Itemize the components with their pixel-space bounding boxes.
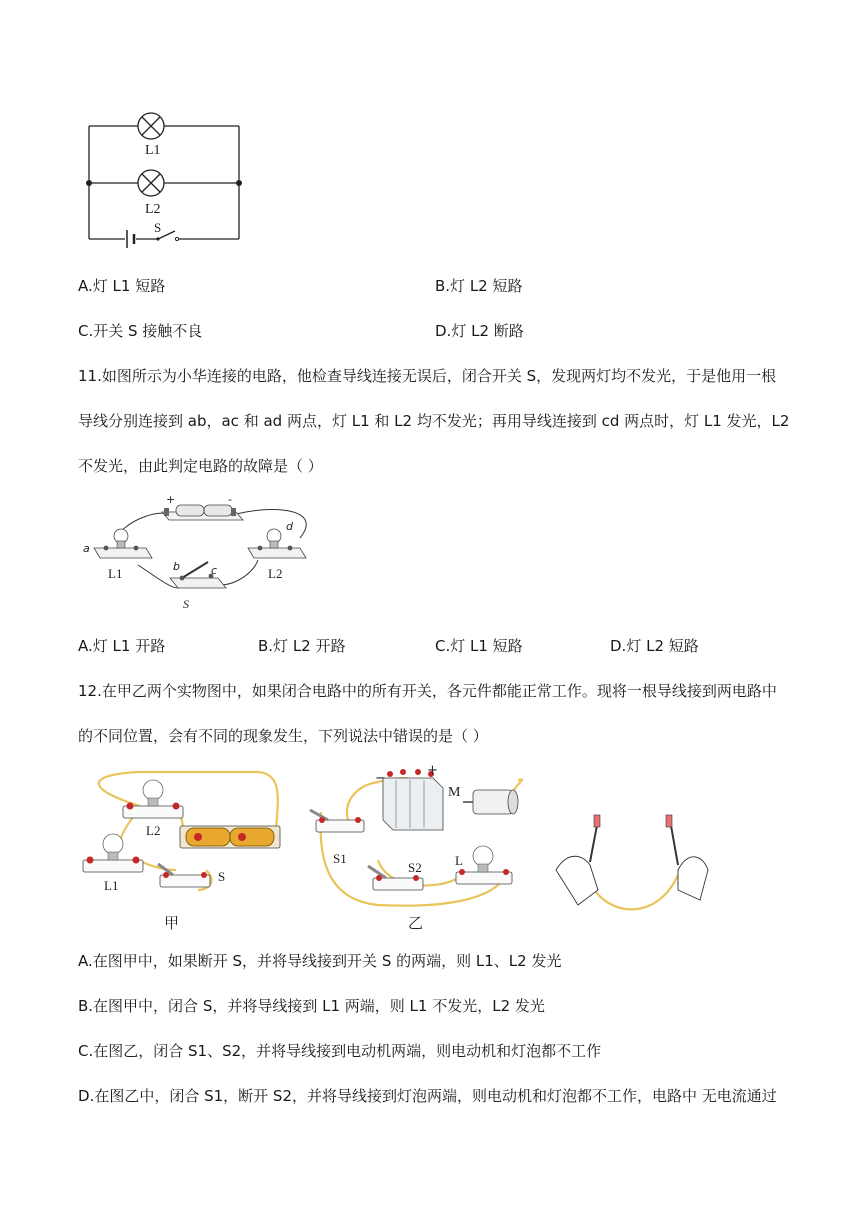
q10-option-d: D.灯 L2 断路: [435, 322, 524, 340]
yi-motor-icon: [463, 790, 518, 814]
battery-minus-label: -: [228, 493, 232, 506]
lamp-l1-label: L1: [108, 566, 123, 581]
point-a-label: a: [83, 542, 90, 555]
jia-s-label: S: [218, 869, 226, 884]
q12-stem-line1: 12.在甲乙两个实物图中，如果闭合电路中的所有开关，各元件都能正常工作。现将一根导线接到两电路中: [78, 682, 777, 700]
yi-switch-s1-icon: [310, 810, 364, 832]
jia-lamp-l1-icon: [83, 834, 143, 872]
point-c-label: c: [211, 564, 218, 577]
label-s: S: [154, 220, 162, 235]
q10-option-b: B.灯 L2 短路: [435, 277, 523, 295]
junction-dot: [86, 180, 92, 186]
yi-minus-label: −: [375, 771, 386, 786]
q11-stem-line3: 不发光，由此判定电路的故障是（ ）: [78, 457, 323, 475]
jia-l1-label: L1: [104, 878, 119, 893]
parallel-circuit-diagram: [80, 108, 255, 248]
jia-switch-s-icon: [158, 864, 210, 887]
yi-caption: 乙: [408, 914, 424, 932]
junction-dot: [236, 180, 242, 186]
switch-s-label: S: [183, 597, 189, 611]
jia-caption: 甲: [164, 914, 180, 932]
lamp-l2-icon: [138, 170, 164, 196]
hands-with-wire-icon: [556, 815, 708, 909]
label-l1: L1: [145, 143, 161, 158]
yi-l-label: L: [455, 853, 463, 868]
q12-option-c: C.在图乙，闭合 S1、S2，并将导线接到电动机两端，则电动机和灯泡都不工作: [78, 1042, 602, 1060]
q10-option-c: C.开关 S 接触不良: [78, 322, 203, 340]
yi-s2-label: S2: [408, 860, 422, 875]
q12-option-b: B.在图甲中，闭合 S，并将导线接到 L1 两端，则 L1 不发光，L2 发光: [78, 997, 545, 1015]
lamp-l2-label: L2: [268, 566, 283, 581]
battery-holder-icon: [162, 505, 243, 520]
q12-physical-circuits-figure: [78, 760, 718, 940]
battery-plus-label: +: [166, 493, 176, 506]
yi-battery-box-icon: [383, 769, 443, 830]
q11-option-a: A.灯 L1 开路: [78, 637, 166, 655]
q11-option-c: C.灯 L1 短路: [435, 637, 523, 655]
lamp-l1-icon: [138, 113, 164, 139]
q12-option-a: A.在图甲中，如果断开 S，并将导线接到开关 S 的两端，则 L1、L2 发光: [78, 952, 562, 970]
q11-physical-circuit-figure: [78, 490, 318, 615]
q12-option-d: D.在图乙中，闭合 S1，断开 S2，并将导线接到灯泡两端，则电动机和灯泡都不工作，电路中 无电流通过: [78, 1087, 777, 1105]
q11-stem-line1: 11.如图所示为小华连接的电路，他检查导线连接无误后，闭合开关 S，发现两灯均不发光，于是他用一根: [78, 367, 777, 385]
point-d-label: d: [286, 520, 293, 533]
q11-option-b: B.灯 L2 开路: [258, 637, 346, 655]
switch-pivot: [156, 237, 159, 240]
point-b-label: b: [173, 560, 180, 573]
yi-s1-label: S1: [333, 851, 347, 866]
yi-plus-label: +: [427, 763, 438, 778]
jia-l2-label: L2: [146, 823, 161, 838]
yi-lamp-l-icon: [456, 846, 512, 884]
q12-stem-line2: 的不同位置，会有不同的现象发生，下列说法中错误的是（ ）: [78, 727, 488, 745]
label-l2: L2: [145, 202, 161, 217]
lamp-l1-board-icon: [94, 529, 152, 558]
lamp-l2-board-icon: [248, 529, 306, 558]
jia-lamp-l2-icon: [123, 780, 183, 818]
q11-option-d: D.灯 L2 短路: [610, 637, 699, 655]
yi-m-label: M: [448, 785, 461, 800]
q11-stem-line2: 导线分别连接到 ab，ac 和 ad 两点，灯 L1 和 L2 均不发光；再用导线连接到 cd 两点时，灯 L1 发光，L2: [78, 412, 790, 430]
q10-option-a: A.灯 L1 短路: [78, 277, 166, 295]
jia-battery-icon: [180, 826, 280, 848]
switch-contact: [175, 237, 178, 240]
